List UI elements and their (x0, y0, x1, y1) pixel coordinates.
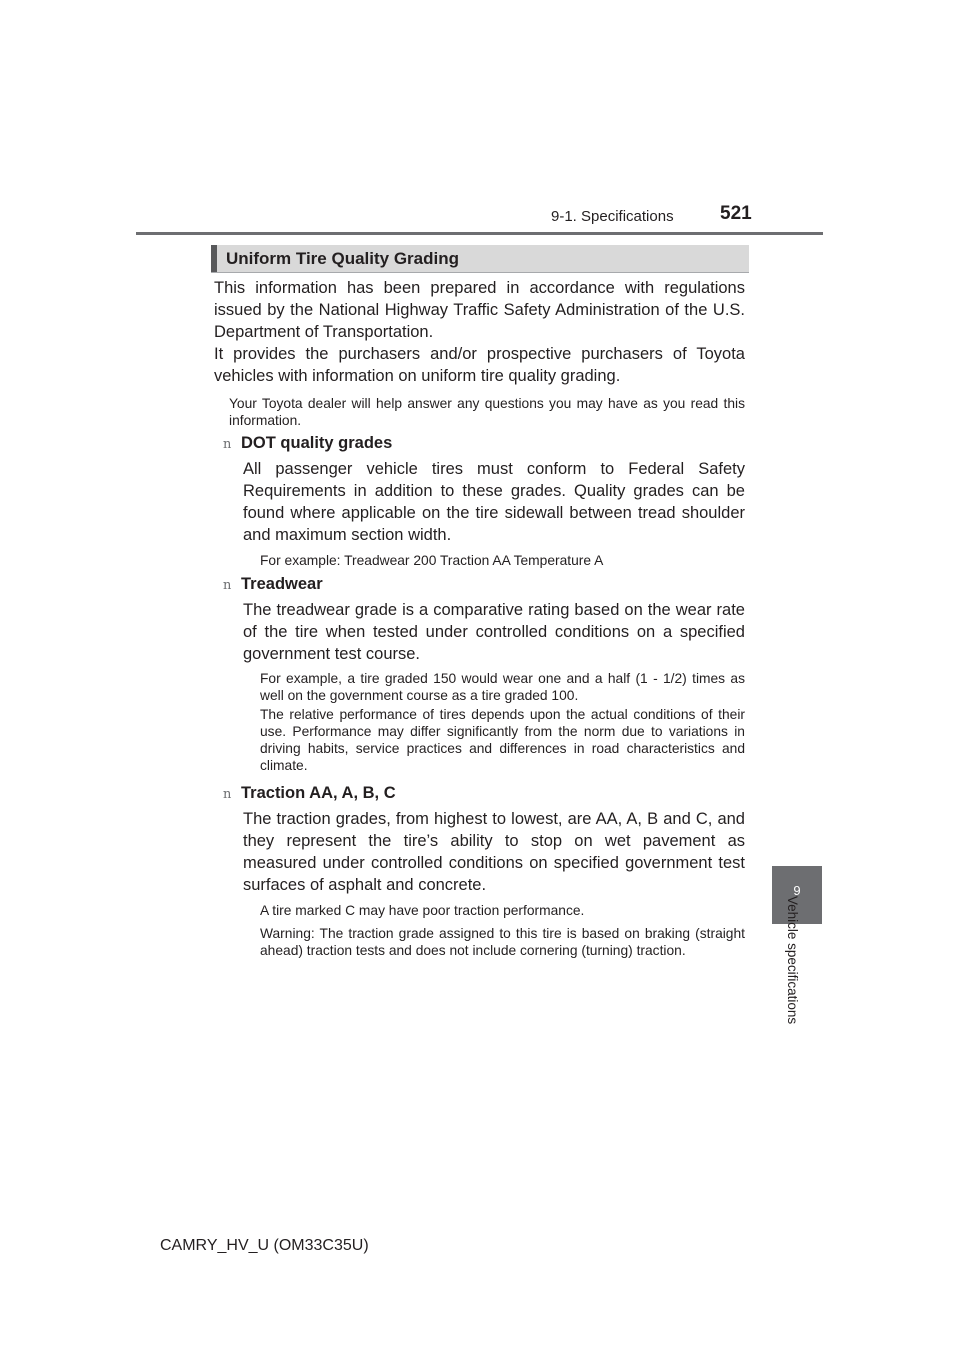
item-note-traction-warning: Warning: The traction grade assigned to this tire is based on braking (straight ahead) traction tests and does not include cornering (turning) traction. (260, 926, 745, 958)
item-heading-traction (223, 782, 396, 806)
section-title-bar (211, 245, 749, 273)
intro-paragraph-1: This information has been prepared in accordance with regulations issued by the National Highway Traffic Safety Administration of the U.S. Department of Transportation. (214, 279, 745, 341)
item-body-treadwear: The treadwear grade is a comparative rating based on the wear rate of the tire when tested under controlled conditions on a specified government test course. (243, 601, 745, 663)
chapter-tab-number: 9 (793, 883, 801, 898)
section-title: Uniform Tire Quality Grading (226, 249, 459, 268)
item-heading-text: DOT quality grades (241, 434, 393, 452)
document-code: CAMRY_HV_U (OM33C35U) (160, 1237, 369, 1254)
header-rule (136, 232, 823, 235)
item-body-traction: The traction grades, from highest to lowest, are AA, A, B and C, and they represent the tire’s ability to stop on wet pavement as measured under controlled conditions on specified government test surfaces of asphalt and concrete. (243, 810, 745, 894)
chapter-tab-label: Vehicle specifications (785, 895, 800, 1025)
bullet-marker: n (223, 437, 232, 452)
section-title-accent (211, 245, 217, 272)
item-heading-dot-quality-grades (223, 432, 392, 456)
item-note-treadwear-performance: The relative performance of tires depends upon the actual conditions of their use. Performance may differ significantly from the norm due to variations in driving habits, service practices and differences in road characteristics and climate. (260, 707, 745, 773)
intro-note: Your Toyota dealer will help answer any questions you may have as you read this information. (229, 396, 745, 428)
item-body-dot-quality-grades: All passenger vehicle tires must conform to Federal Safety Requirements in addition to these grades. Quality grades can be found where applicable on the tire sidewall between tread shoulder and maximum section width. (243, 460, 745, 544)
item-heading-text: Treadwear (241, 575, 323, 593)
bullet-marker: n (223, 578, 232, 593)
intro-paragraph-2: It provides the purchasers and/or prospective purchasers of Toyota vehicles with information on uniform tire quality grading. (214, 345, 745, 385)
item-heading-text: Traction AA, A, B, C (241, 784, 396, 802)
section-reference: 9-1. Specifications (551, 208, 674, 225)
item-note-dot-example: For example: Treadwear 200 Traction AA Temperature A (260, 553, 604, 568)
page-number: 521 (720, 203, 752, 224)
bullet-marker: n (223, 787, 232, 802)
item-heading-treadwear (223, 573, 323, 597)
item-note-treadwear-example: For example, a tire graded 150 would wear one and a half (1 - 1/2) times as well on the government course as a tire graded 100. (260, 671, 745, 703)
item-note-traction-poor: A tire marked C may have poor traction performance. (260, 903, 585, 918)
